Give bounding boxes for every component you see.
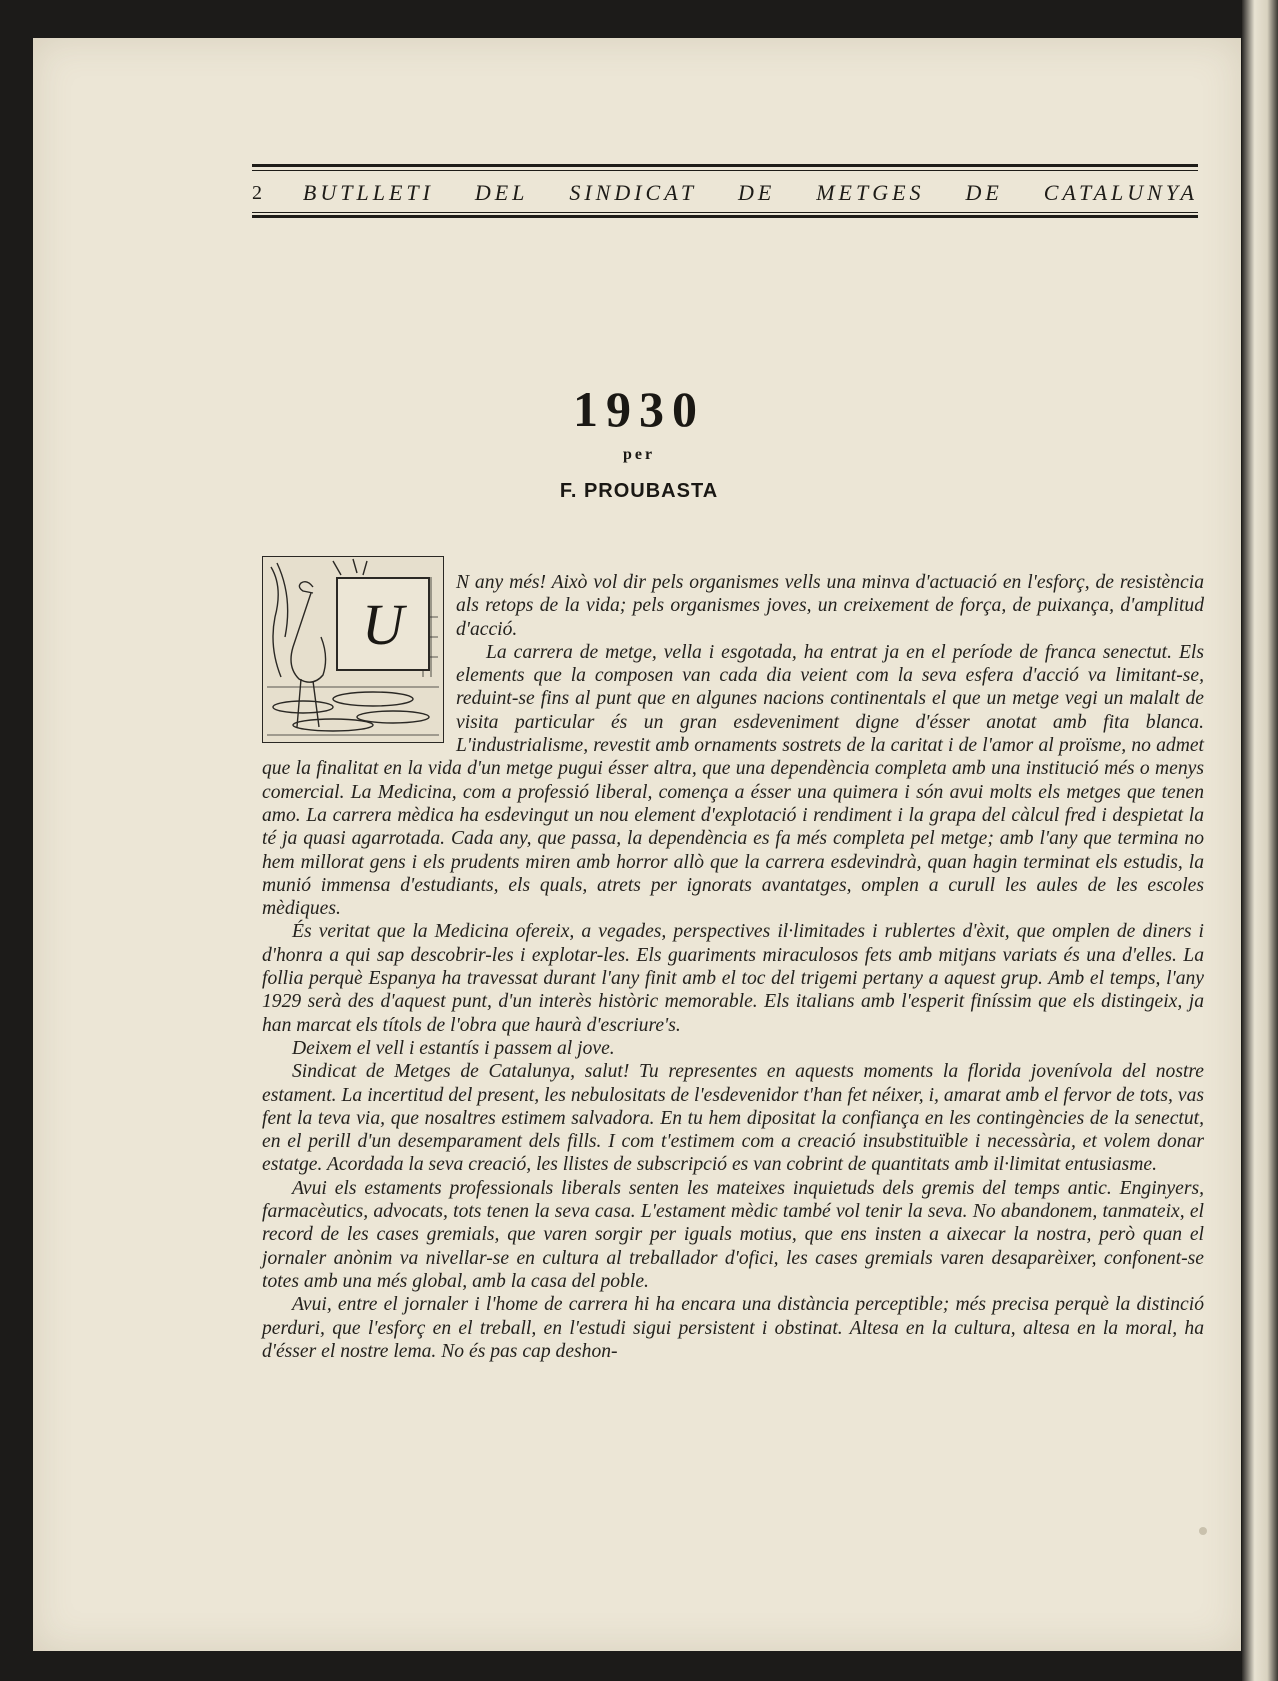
drop-cap-spacer (262, 556, 456, 742)
running-header (252, 164, 1198, 220)
header-word: DEL (474, 180, 529, 205)
header-rule-bottom (252, 215, 1198, 218)
drop-cap-letter: U (336, 577, 430, 671)
article-title: 1930 (573, 381, 705, 437)
header-word: CATALUNYA (1043, 180, 1198, 205)
header-rule-bottom-thin (252, 212, 1198, 213)
article-body (262, 571, 1204, 1363)
book-spine (1242, 0, 1278, 1681)
header-word: DE (737, 180, 776, 205)
header-word: BUTLLETI (302, 180, 434, 205)
header-text (252, 178, 1198, 208)
paragraph: Sindicat de Metges de Catalunya, salut! Tu representes en aquests moments la florida jovenívola del nostre estament. La incertitud del present, les nebulositats de l'esdevenidor t'han fet néixer, i, amarat amb el fervor de tots, vas fent la teva via, que nosaltres estimem salvadora. En tu hem dipositat la confiança en les contingències de la senectut, en el perill d'un desemparament dels fills. I com t'estimem com a creació insubstituïble i necessària, et volem donar estatge. Acordada la seva creació, les llistes de subscripció es van cobrint de quantitats amb il·limitat entusiasme. (262, 1061, 1204, 1176)
paragraph: N any més! Això vol dir pels organismes vells una minva d'actuació en l'esforç, de resistència als retops de la vida; pels organismes joves, un creixement de força, de puixança, d'amplitud d'acció. (456, 572, 1204, 640)
author-name: F. PROUBASTA (559, 480, 719, 502)
page-number: 2 (252, 181, 262, 204)
header-word: DE (965, 180, 1003, 205)
header-word: METGES (816, 180, 925, 205)
paragraph: Avui els estaments professionals liberals senten les mateixes inquietuds dels gremis del temps antic. Enginyers, farmacèutics, advocats, tots tenen la seva casa. L'estament mèdic també vol tenir la seva. No abandonem, tanmateix, el record de les cases gremials, que varen sorgir per iguals motius, que ens insten a aixecar la nostra, però quan el jornaler anònim va nivellar-se en cultura al treballador d'ofici, les cases gremials varen desaparèixer, confonent-se totes amb una més global, amb la casa del poble. (262, 1177, 1204, 1292)
paragraph: Deixem el vell i estantís i passem al jove. (292, 1037, 615, 1059)
paragraph: Avui, entre el jornaler i l'home de carrera hi ha encara una distància perceptible; més precisa perquè la distinció perduri, que l'esforç en el treball, en l'estudi sigui persistent i obstinat. Altesa en la cultura, altesa en la moral, ha d'ésser el nostre lema. No és pas cap deshon- (262, 1294, 1204, 1362)
header-rule-top-thin (252, 170, 1198, 171)
paragraph: És veritat que la Medicina ofereix, a vegades, perspectives il·limitades i rublertes d'èxit, que omplen de diners i d'honra a qui sap descobrir-les i explotar-les. Els guariments miraculosos fets amb mitjans variats és una d'elles. La follia perquè Espanya ha travessat durant l'any finit amb el toc del trigemi pertany a aquest grup. Amb el temps, l'any 1929 serà des d'aquest punt, d'un interès històric memorable. Els italians amb l'esperit finíssim que els distingeix, ja han marcat els títols de l'obra que haurà d'escriure's. (262, 921, 1204, 1036)
header-word: SINDICAT (569, 180, 698, 205)
paper-speck (1199, 1527, 1207, 1535)
byline-per: per (622, 446, 656, 463)
header-rule-top (252, 164, 1198, 167)
paragraph: La carrera de metge, vella i esgotada, ha entrat ja en el període de franca senectut. Els elements que la composen van cada dia veient com la seva esfera d'acció va limitant-se, reduint-se fins al punt que en algunes nacions continentals el que un metge vegi un malalt de visita particular és un gran esdeveniment digne d'ésser anotat amb fita blanca. L'industrialisme, revestit amb ornaments sostrets de la caritat i de l'amor al proïsme, no admet que la finalitat en la vida d'un metge pugui ésser altra, que una dependència completa amb una institució més o menys comercial. La Medicina, com a professió liberal, comença a ésser una quimera i són avui molts els metges que tenen amo. La carrera mèdica ha esdevingut un nou element d'explotació i rendiment i la grapa del càlcul fred i despietat la té ja quasi agarrotada. Cada any, que passa, la dependència es fa més completa pel metge; amb l'any que termina no hem millorat gens i els prudents miren amb horror allò que la carrera esdevindrà, quan hagin terminat els estudis, la munió immensa d'estudiants, els quals, atrets per ignorats avantatges, omplen a curull les aules de les escoles mèdiques. (262, 641, 1204, 920)
